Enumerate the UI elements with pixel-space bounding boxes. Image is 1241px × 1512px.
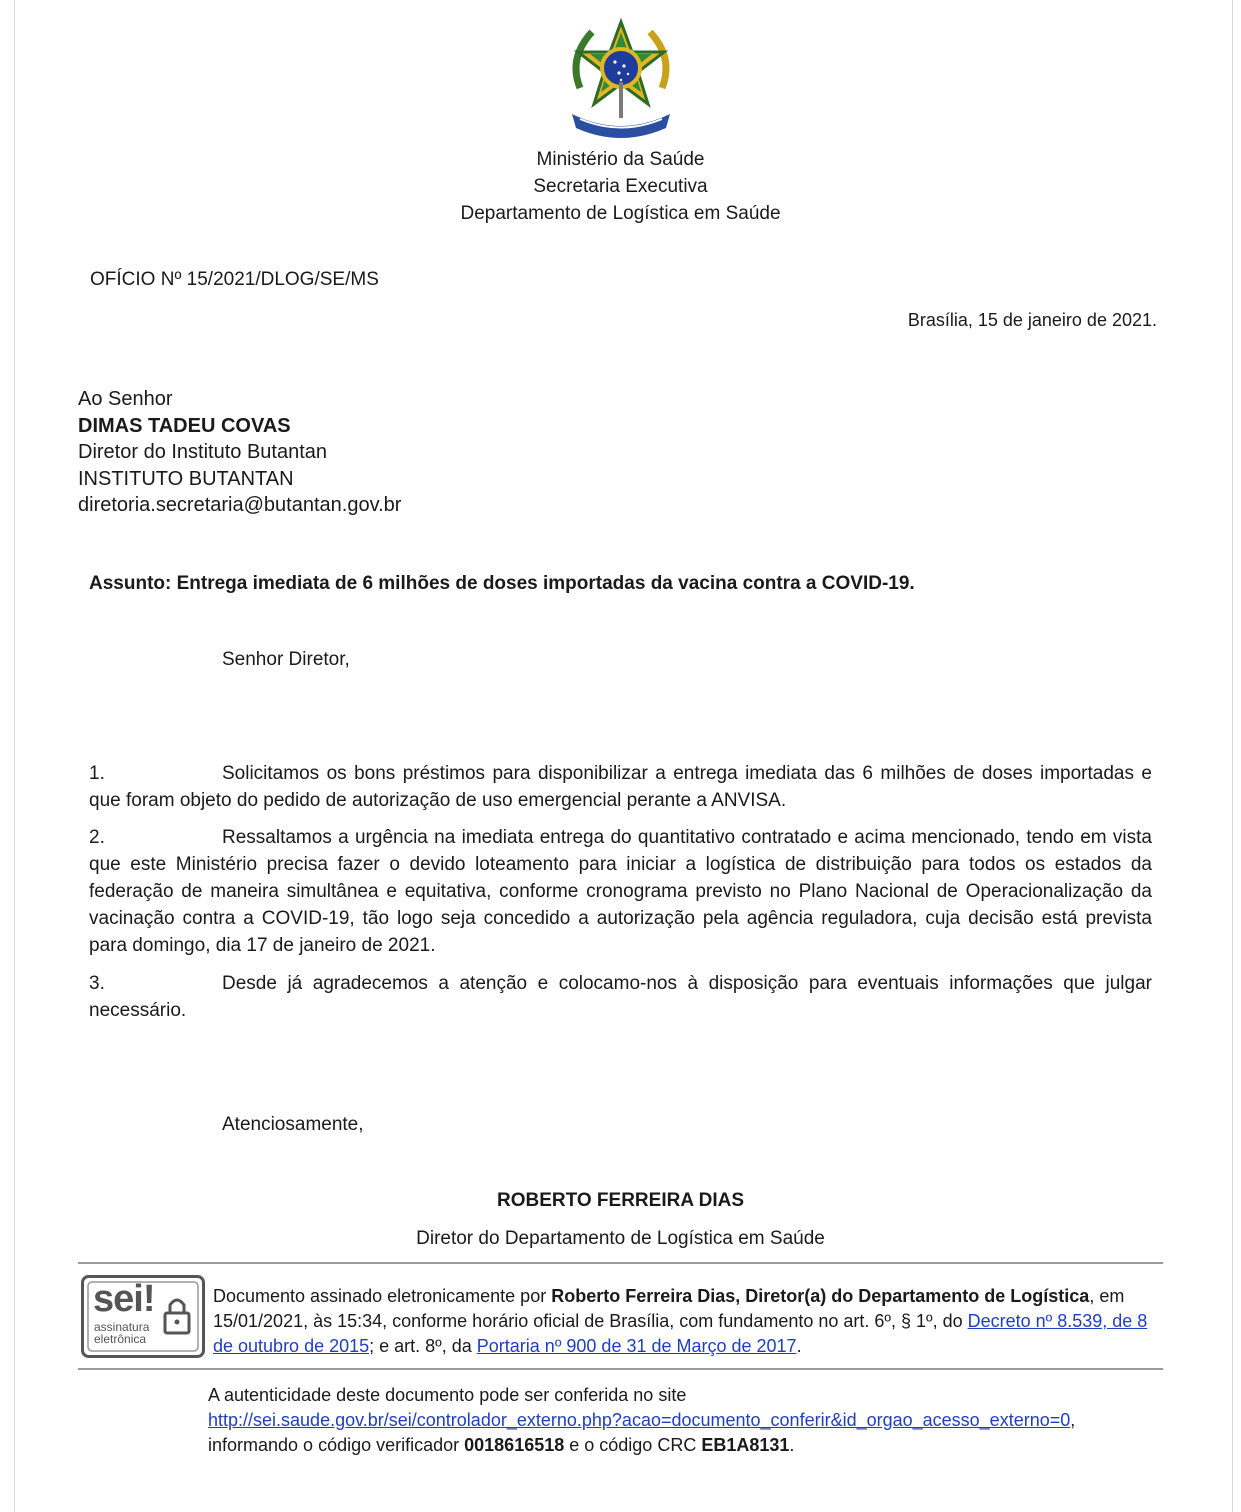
recipient-role: Diretor do Instituto Butantan [78,441,328,463]
auth-line1: A autenticidade deste documento pode ser conferida no site [208,1385,687,1405]
office-number: OFÍCIO Nº 15/2021/DLOG/SE/MS [90,269,379,290]
recipient-salutation: Ao Senhor [78,388,173,410]
coat-of-arms-icon [558,18,684,142]
authenticity-block [208,1383,1168,1458]
portaria-link[interactable]: Portaria nº 900 de 31 de Março de 2017 [476,1336,797,1356]
signer-name: ROBERTO FERREIRA DIAS [496,1190,745,1211]
closing: Atenciosamente, [222,1114,364,1135]
verifier-code: 0018616518 [464,1435,565,1455]
greeting: Senhor Diretor, [222,649,350,670]
date-line: Brasília, 15 de janeiro de 2021. [907,310,1157,330]
header-ministry: Ministério da Saúde [536,149,705,170]
auth-url-link[interactable]: http://sei.saude.gov.br/sei/controlador_externo.php?acao=documento_conferir&id_orgao_acesso_externo=0 [208,1410,1071,1430]
header-secretariat: Secretaria Executiva [533,176,708,197]
sig-signer: Roberto Ferreira Dias, Diretor(a) do Departamento de Logística [551,1286,1090,1306]
paragraph-3 [89,970,1152,1024]
seal-brand: sei! [93,1278,155,1320]
seal-caption-1: assinatura [94,1320,150,1334]
auth-after-url: , [1070,1410,1076,1430]
sig-end: . [796,1336,802,1356]
recipient-block [78,386,401,519]
recipient-name: DIMAS TADEU COVAS [78,414,291,437]
paragraph-number: 3. [89,973,105,994]
recipient-institution: INSTITUTO BUTANTAN [78,467,294,490]
auth-informing: informando o código verificador [208,1435,465,1455]
paragraph-number: 1. [89,763,105,784]
sei-seal [81,1275,205,1358]
subject-line: Assunto: Entrega imediata de 6 milhões de doses importadas da vacina contra a COVID-19. [89,573,915,594]
sig-prefix: Documento assinado eletronicamente por [213,1286,552,1306]
divider-bottom [78,1368,1163,1370]
auth-and-crc: e o código CRC [564,1435,702,1455]
paragraph-2 [89,824,1152,959]
divider-top [78,1262,1163,1264]
crc-code: EB1A8131 [701,1435,790,1455]
decree-link[interactable]: Decreto nº 8.539, de 8 de outubro de 2015 [213,1311,1148,1356]
sig-between: ; e art. 8º, da [369,1336,477,1356]
paragraph-number: 2. [89,827,105,848]
header-department: Departamento de Logística em Saúde [460,203,781,224]
paragraph-text: Ressaltamos a urgência na imediata entrega do quantitativo contratado e acima mencionado, tendo em vista que este Ministério precisa fazer o devido loteamento para iniciar a logística de distribuição para todos os estados da federação de maneira simultânea e equitativa, conforme cronograma previsto no Plano Nacional de Operacionalização da vacinação contra a COVID-19, tão logo seja concedido a autorização pela agência reguladora, cuja decisão está prevista para domingo, dia 17 de janeiro de 2021. [89,827,1152,956]
signature-statement [213,1284,1158,1359]
signer-title: Diretor do Departamento de Logística em Saúde [416,1228,825,1249]
sig-middle: , em 15/01/2021, às 15:34, conforme horário oficial de Brasília, com fundamento no art. 6º, § 1º, do [213,1286,1125,1331]
paragraph-text: Desde já agradecemos a atenção e colocamo-nos à disposição para eventuais informações que julgar necessário. [89,973,1152,1021]
paragraph-text: Solicitamos os bons préstimos para disponibilizar a entrega imediata das 6 milhões de doses importadas e que foram objeto do pedido de autorização de uso emergencial perante a ANVISA. [89,763,1152,811]
seal-caption-2: eletrônica [94,1332,147,1346]
recipient-email: diretoria.secretaria@butantan.gov.br [78,494,402,516]
paragraph-1 [89,760,1152,814]
auth-end: . [789,1435,795,1455]
